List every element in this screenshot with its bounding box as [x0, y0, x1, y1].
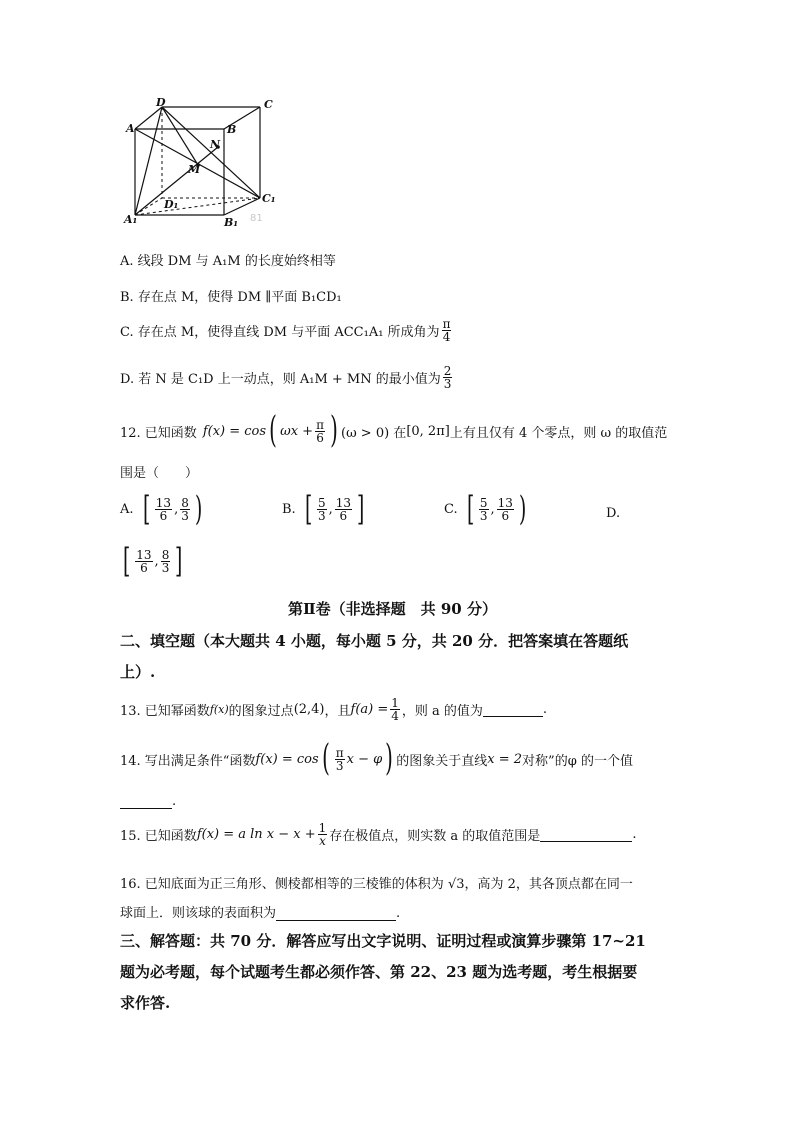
q15-answer-blank[interactable]: [540, 827, 632, 842]
q15: 15. 已知函数 f(x) = a ln x − x + $\frac{1}{x}$ 存在极值点，则实数 a 的取值范围是 .: [120, 821, 637, 848]
section3-heading: 三、解答题：共 70 分．解答应写出文字说明、证明过程或演算步骤第 17~21: [120, 932, 646, 950]
watermark-81: 81: [250, 213, 263, 224]
q13: 13. 已知幂函数 f(x) 的图象过点 (2,4) ，且 f(a) = $\frac{1}{4}$ ，则 a 的值为 .: [120, 696, 548, 723]
q11-option-c: C. 存在点 M，使得直线 DM 与平面 ACC₁A₁ 所成角为 $\frac{\pi}{4}$: [120, 317, 451, 344]
label-C: C: [264, 98, 273, 111]
q12-option-a: A. [ $\frac{13}{6}$ , $\frac{8}{3}$ ): [120, 489, 203, 529]
q14: 14. 写出满足条件“函数 f(x) = cos ( $\frac{\pi}{3}$ x − φ ) 的图象关于直线 x = 2 对称”的 φ 的一个值: [120, 738, 633, 779]
q16-line2: 球面上．则该球的表面积为 .: [120, 906, 401, 921]
q12-option-d-label: D.: [606, 506, 621, 521]
q11-option-a: A. 线段 DM 与 A₁M 的长度始终相等: [120, 254, 336, 269]
label-D: D: [156, 96, 166, 109]
q12-option-b: B. [ $\frac{5}{3}$ , $\frac{13}{6}$ ]: [282, 489, 365, 529]
q12-stem-cont: 围是（ ）: [120, 466, 199, 481]
section2-heading: 二、填空题（本大题共 4 小题，每小题 5 分，共 20 分．把答案填在答题纸: [120, 632, 629, 650]
section2-heading-cont: 上）.: [120, 663, 156, 681]
q13-answer-blank[interactable]: [483, 702, 543, 717]
label-D1: D₁: [164, 198, 179, 211]
q12-option-d: [ $\frac{13}{6}$ , $\frac{8}{3}$ ]: [122, 541, 183, 581]
q14-answer: .: [120, 794, 176, 809]
volume-title: 第Ⅱ卷（非选择题 共 90 分）: [288, 600, 497, 618]
label-A: A: [126, 122, 135, 135]
q16-line1: 16. 已知底面为正三角形、侧棱都相等的三棱锥的体积为 √3，高为 2，其各顶点都在同一: [120, 877, 633, 892]
label-N: N: [210, 138, 221, 151]
q12-option-c: C. [ $\frac{5}{3}$ , $\frac{13}{6}$ ): [444, 489, 527, 529]
label-B1: B₁: [224, 216, 239, 229]
cube-figure: [118, 95, 288, 235]
label-M: M: [188, 163, 201, 176]
label-A1: A₁: [124, 213, 138, 226]
q11-option-b: B. 存在点 M，使得 DM ∥平面 B₁CD₁: [120, 290, 342, 305]
label-C1: C₁: [262, 192, 276, 205]
q12-stem: 12. 已知函数 f(x) = cos ( ωx + $\frac{\pi}{6}$ ) (ω > 0) 在 [0, 2π] 上有且仅有 4 个零点，则 ω 的取值范: [120, 410, 668, 451]
q11-option-d: D. 若 N 是 C₁D 上一动点，则 A₁M + MN 的最小值为 $\frac{2}{3}$: [120, 364, 452, 391]
section3-heading-cont1: 题为必考题，每个试题考生都必须作答、第 22、23 题为选考题，考生根据要: [120, 963, 638, 981]
q16-answer-blank[interactable]: [276, 906, 396, 921]
section3-heading-cont2: 求作答.: [120, 994, 171, 1012]
label-B: B: [227, 123, 237, 136]
q14-answer-blank[interactable]: [120, 794, 172, 809]
